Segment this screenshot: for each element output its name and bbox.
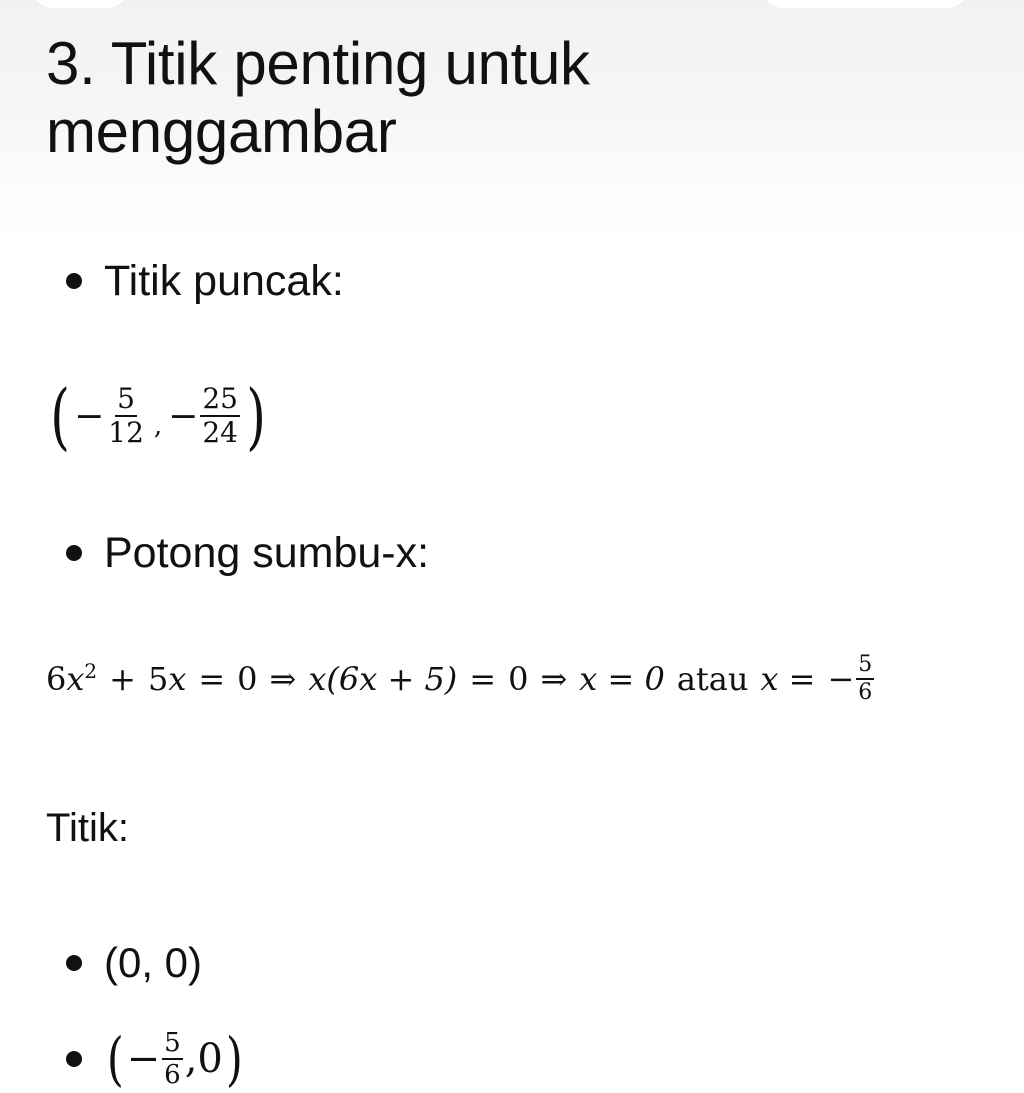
list-item-vertex — [66, 256, 344, 306]
eq-zero: 0 — [237, 660, 258, 698]
vertex-x-sign: − — [74, 395, 105, 437]
comma: , — [153, 411, 163, 441]
point-2-denominator: 6 — [164, 1060, 181, 1090]
point-1: (0, 0) — [104, 939, 203, 986]
vertex-y-numerator: 25 — [202, 382, 238, 415]
eq-coef-5: 5 — [147, 660, 169, 698]
eq-exponent: 2 — [84, 659, 98, 683]
vertex-y-fraction — [200, 382, 240, 449]
eq-or-word: atau — [676, 660, 749, 698]
list-item-point-1 — [66, 938, 202, 988]
point-2 — [104, 1025, 246, 1093]
point-2-sign: − — [126, 1036, 161, 1082]
vertex-x-numerator: 5 — [117, 382, 135, 415]
top-right-button[interactable] — [760, 0, 970, 8]
bullet-icon — [66, 1051, 82, 1067]
close-paren: ) — [246, 374, 266, 458]
eq-result-2-lhs: x = — [760, 660, 816, 698]
x-intercept-equation — [46, 654, 876, 704]
eq-plus: + — [109, 660, 136, 698]
eq-var-x: x — [66, 660, 85, 698]
section-heading: 3. Titik penting untuk menggambar — [46, 30, 590, 165]
vertex-y-sign: − — [168, 395, 199, 437]
eq-coef-6: 6 — [46, 660, 67, 698]
bullet-icon — [66, 955, 82, 971]
point-2-fraction — [162, 1030, 183, 1088]
bullet-icon — [66, 273, 82, 289]
vertex-x-denominator: 12 — [108, 416, 144, 449]
eq-equals-2: = — [469, 660, 497, 698]
eq-result-1: x = 0 — [579, 660, 665, 698]
eq-zero-2: 0 — [508, 660, 529, 698]
list-item-x-intercept — [66, 528, 429, 578]
eq-result-2-sign: − — [827, 660, 855, 698]
vertex-x-fraction — [106, 382, 146, 449]
vertex-formula — [46, 374, 270, 458]
eq-var-x2: x — [168, 660, 187, 698]
eq-factored: x(6x + 5) — [308, 660, 458, 698]
vertex-label: Titik puncak: — [104, 257, 344, 305]
close-paren: ) — [225, 1025, 243, 1093]
x-intercept-label: Potong sumbu-x: — [104, 529, 430, 577]
points-label: Titik: — [46, 806, 129, 850]
list-item-point-2 — [66, 1025, 246, 1093]
eq-equals: = — [198, 660, 226, 698]
open-paren: ( — [106, 1025, 124, 1093]
comma: , — [184, 1036, 198, 1082]
eq-result-2-denominator: 6 — [858, 680, 873, 705]
point-2-y: 0 — [197, 1036, 223, 1082]
bullet-icon — [66, 545, 82, 561]
eq-implies-2: ⇒ — [540, 660, 568, 698]
open-paren: ( — [50, 374, 70, 458]
point-2-numerator: 5 — [164, 1028, 181, 1058]
vertex-y-denominator: 24 — [202, 416, 238, 449]
eq-implies: ⇒ — [269, 660, 297, 698]
eq-result-2-numerator: 5 — [856, 654, 874, 680]
eq-result-2-fraction — [856, 654, 874, 704]
